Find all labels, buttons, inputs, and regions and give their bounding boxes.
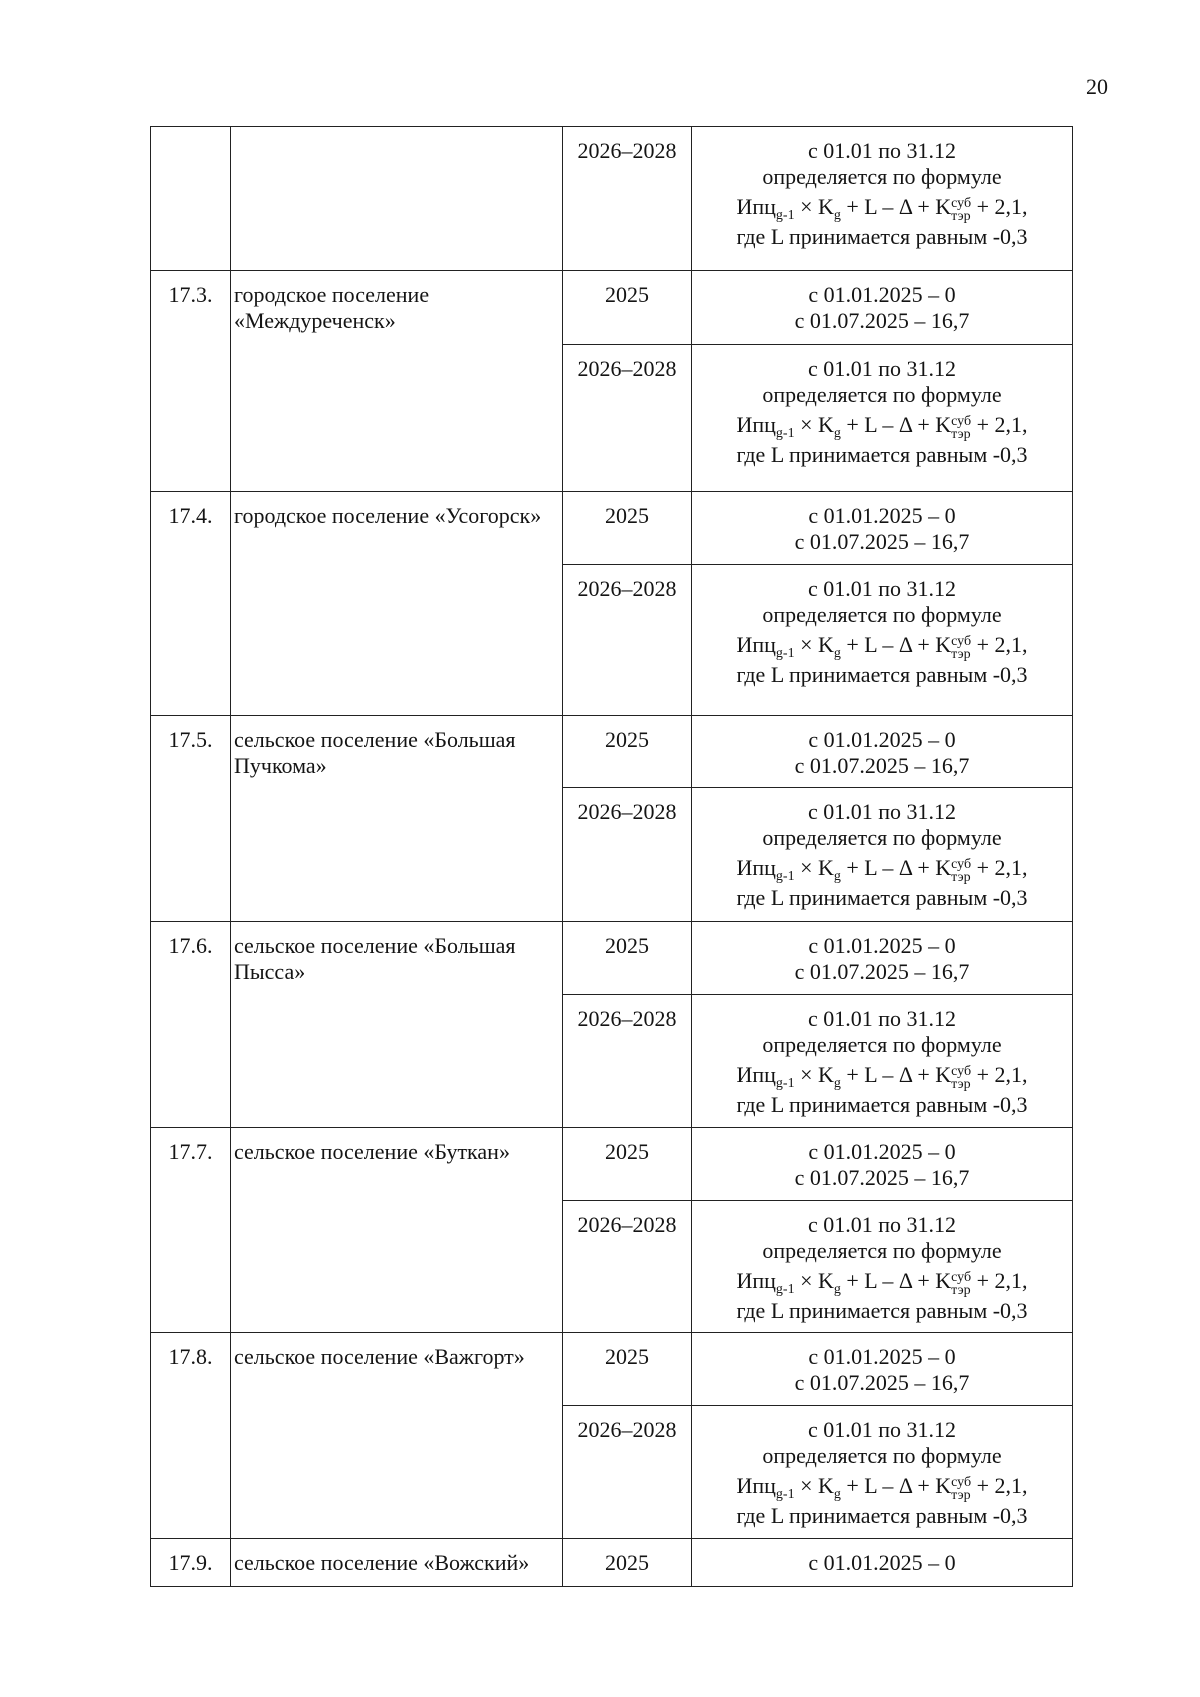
formula-ipc: Ипц: [736, 412, 776, 437]
period-cell: 2025: [563, 716, 692, 788]
value-cell: [692, 1333, 1073, 1406]
value-line: определяется по формуле: [762, 825, 1002, 850]
formula-k-ter-sup: суб: [951, 414, 972, 429]
value-cell: [692, 492, 1073, 565]
formula-times-k: × K: [794, 855, 834, 880]
value-note: где L принимается равным -0,3: [736, 1092, 1028, 1117]
formula-k-sub: g: [833, 646, 841, 661]
formula-ipc-sub: g-1: [775, 1282, 795, 1297]
value-line: с 01.01 по 31.12: [807, 576, 957, 601]
value-cell: [692, 345, 1073, 492]
period-cell: 2026–2028: [563, 788, 692, 922]
value-cell: [692, 1201, 1073, 1333]
formula-plus-l: + L – Δ + K: [840, 1473, 952, 1498]
formula-k-ter-index: [951, 415, 971, 441]
table-row: [151, 922, 1073, 995]
row-number-cell: 17.7.: [151, 1128, 231, 1333]
value-cell: [692, 788, 1073, 922]
period-cell: 2026–2028: [563, 1406, 692, 1539]
value-line: с 01.01 по 31.12: [807, 1417, 957, 1442]
formula-k-ter-sup: суб: [951, 1064, 972, 1079]
settlement-name-cell: сельское поселение «Большая Пучкома»: [231, 716, 563, 922]
value-line: с 01.01.2025 – 0: [808, 282, 956, 307]
period-cell: 2025: [563, 492, 692, 565]
period-cell: 2026–2028: [563, 345, 692, 492]
tariff-table: [150, 126, 1073, 1587]
formula-ipc-sub: g-1: [775, 646, 795, 661]
settlement-name-cell: городское поселение «Усогорск»: [231, 492, 563, 716]
period-cell: 2025: [563, 922, 692, 995]
period-cell: 2026–2028: [563, 127, 692, 271]
formula-plus-l: + L – Δ + K: [840, 855, 952, 880]
formula-k-ter-index: [951, 1271, 971, 1297]
value-line: с 01.01.2025 – 0: [808, 1139, 956, 1164]
formula-ipc: Ипц: [736, 632, 776, 657]
formula-times-k: × K: [794, 412, 834, 437]
formula: [695, 628, 1069, 662]
formula-tail: + 2,1,: [971, 855, 1028, 880]
formula-ipc: Ипц: [736, 1473, 776, 1498]
value-line: с 01.01.2025 – 0: [808, 933, 956, 958]
formula: [695, 408, 1069, 442]
value-line: определяется по формуле: [762, 1443, 1002, 1468]
formula-times-k: × K: [794, 1268, 834, 1293]
formula: [695, 190, 1069, 224]
formula-tail: + 2,1,: [971, 1473, 1028, 1498]
value-line: определяется по формуле: [762, 382, 1002, 407]
row-number-cell: [151, 127, 231, 271]
formula-k-ter-sup: суб: [951, 634, 972, 649]
period-cell: 2025: [563, 1333, 692, 1406]
formula-k-ter-index: [951, 197, 971, 223]
formula-tail: + 2,1,: [971, 1268, 1028, 1293]
table-body: [151, 127, 1073, 1587]
formula-k-sub: g: [833, 1487, 841, 1502]
value-line: с 01.07.2025 – 16,7: [794, 1165, 970, 1190]
formula-ipc: Ипц: [736, 194, 776, 219]
formula-k-sub: g: [833, 208, 841, 223]
formula-k-ter-sub: тэр: [951, 1283, 971, 1298]
formula-ipc-sub: g-1: [775, 1487, 795, 1502]
value-line: с 01.01.2025 – 0: [808, 727, 956, 752]
formula: [695, 1058, 1069, 1092]
formula-tail: + 2,1,: [971, 1062, 1028, 1087]
settlement-name-cell: [231, 127, 563, 271]
value-cell: [692, 716, 1073, 788]
row-number-cell: 17.4.: [151, 492, 231, 716]
row-number-cell: 17.8.: [151, 1333, 231, 1539]
value-cell: [692, 271, 1073, 345]
formula: [695, 851, 1069, 885]
formula-k-ter-sup: суб: [951, 1475, 972, 1490]
formula-plus-l: + L – Δ + K: [840, 194, 952, 219]
period-cell: 2025: [563, 271, 692, 345]
formula-plus-l: + L – Δ + K: [840, 632, 952, 657]
formula-tail: + 2,1,: [971, 412, 1028, 437]
value-line: определяется по формуле: [762, 602, 1002, 627]
value-cell: [692, 565, 1073, 716]
formula-k-ter-index: [951, 858, 971, 884]
table-row: [151, 127, 1073, 271]
formula-k-ter-sub: тэр: [951, 1077, 971, 1092]
formula-k-ter-sub: тэр: [951, 870, 971, 885]
formula-k-ter-sub: тэр: [951, 647, 971, 662]
formula-k-ter-index: [951, 1065, 971, 1091]
table-row: [151, 1539, 1073, 1587]
formula-times-k: × K: [794, 632, 834, 657]
formula-tail: + 2,1,: [971, 194, 1028, 219]
formula: [695, 1469, 1069, 1503]
formula-ipc: Ипц: [736, 1268, 776, 1293]
value-line: с 01.01.2025 – 0: [808, 1550, 956, 1575]
settlement-name-cell: сельское поселение «Вожский»: [231, 1539, 563, 1587]
formula-ipc: Ипц: [736, 855, 776, 880]
formula-k-sub: g: [833, 426, 841, 441]
formula-k-ter-sup: суб: [951, 1270, 972, 1285]
table-row: [151, 1333, 1073, 1406]
value-line: с 01.07.2025 – 16,7: [794, 959, 970, 984]
value-line: с 01.01.2025 – 0: [808, 503, 956, 528]
value-note: где L принимается равным -0,3: [736, 885, 1028, 910]
formula-k-ter-sub: тэр: [951, 209, 971, 224]
formula-k-ter-index: [951, 1476, 971, 1502]
period-cell: 2025: [563, 1539, 692, 1587]
formula-times-k: × K: [794, 1473, 834, 1498]
row-number-cell: 17.3.: [151, 271, 231, 492]
formula-plus-l: + L – Δ + K: [840, 1062, 952, 1087]
value-cell: [692, 995, 1073, 1128]
formula-k-ter-index: [951, 635, 971, 661]
value-line: определяется по формуле: [762, 1238, 1002, 1263]
value-line: с 01.01 по 31.12: [807, 1212, 957, 1237]
formula-k-ter-sub: тэр: [951, 427, 971, 442]
period-cell: 2026–2028: [563, 995, 692, 1128]
value-line: с 01.01 по 31.12: [807, 1006, 957, 1031]
value-cell: [692, 922, 1073, 995]
row-number-cell: 17.5.: [151, 716, 231, 922]
formula-plus-l: + L – Δ + K: [840, 1268, 952, 1293]
value-line: с 01.07.2025 – 16,7: [794, 1370, 970, 1395]
table-row: [151, 1128, 1073, 1201]
formula-k-sub: g: [833, 869, 841, 884]
formula-times-k: × K: [794, 194, 834, 219]
formula-ipc-sub: g-1: [775, 208, 795, 223]
formula-ipc-sub: g-1: [775, 869, 795, 884]
period-cell: 2026–2028: [563, 1201, 692, 1333]
formula-k-ter-sub: тэр: [951, 1488, 971, 1503]
formula-ipc-sub: g-1: [775, 1076, 795, 1091]
value-note: где L принимается равным -0,3: [736, 1298, 1028, 1323]
value-line: с 01.01 по 31.12: [807, 799, 957, 824]
value-line: с 01.01 по 31.12: [807, 356, 957, 381]
formula-k-ter-sup: суб: [951, 196, 972, 211]
value-cell: [692, 127, 1073, 271]
formula-k-ter-sup: суб: [951, 857, 972, 872]
value-note: где L принимается равным -0,3: [736, 442, 1028, 467]
row-number-cell: 17.9.: [151, 1539, 231, 1587]
value-line: с 01.07.2025 – 16,7: [794, 529, 970, 554]
value-line: с 01.01 по 31.12: [807, 138, 957, 163]
page-number: 20: [1086, 74, 1108, 99]
formula-k-sub: g: [833, 1076, 841, 1091]
value-note: где L принимается равным -0,3: [736, 662, 1028, 687]
table-row: [151, 716, 1073, 788]
settlement-name-cell: городское поселение «Междуреченск»: [231, 271, 563, 492]
value-line: определяется по формуле: [762, 1032, 1002, 1057]
formula-k-sub: g: [833, 1282, 841, 1297]
formula: [695, 1264, 1069, 1298]
formula-plus-l: + L – Δ + K: [840, 412, 952, 437]
value-cell: [692, 1128, 1073, 1201]
period-cell: 2026–2028: [563, 565, 692, 716]
formula-times-k: × K: [794, 1062, 834, 1087]
settlement-name-cell: сельское поселение «Важгорт»: [231, 1333, 563, 1539]
table-row: [151, 271, 1073, 345]
settlement-name-cell: сельское поселение «Буткан»: [231, 1128, 563, 1333]
value-line: с 01.01.2025 – 0: [808, 1344, 956, 1369]
value-note: где L принимается равным -0,3: [736, 224, 1028, 249]
row-number-cell: 17.6.: [151, 922, 231, 1128]
value-cell: [692, 1406, 1073, 1539]
value-line: с 01.07.2025 – 16,7: [794, 308, 970, 333]
formula-ipc: Ипц: [736, 1062, 776, 1087]
value-line: с 01.07.2025 – 16,7: [794, 753, 970, 778]
table-row: [151, 492, 1073, 565]
value-note: где L принимается равным -0,3: [736, 1503, 1028, 1528]
settlement-name-cell: сельское поселение «Большая Пысса»: [231, 922, 563, 1128]
formula-tail: + 2,1,: [971, 632, 1028, 657]
period-cell: 2025: [563, 1128, 692, 1201]
value-cell: [692, 1539, 1073, 1587]
formula-ipc-sub: g-1: [775, 426, 795, 441]
value-line: определяется по формуле: [762, 164, 1002, 189]
